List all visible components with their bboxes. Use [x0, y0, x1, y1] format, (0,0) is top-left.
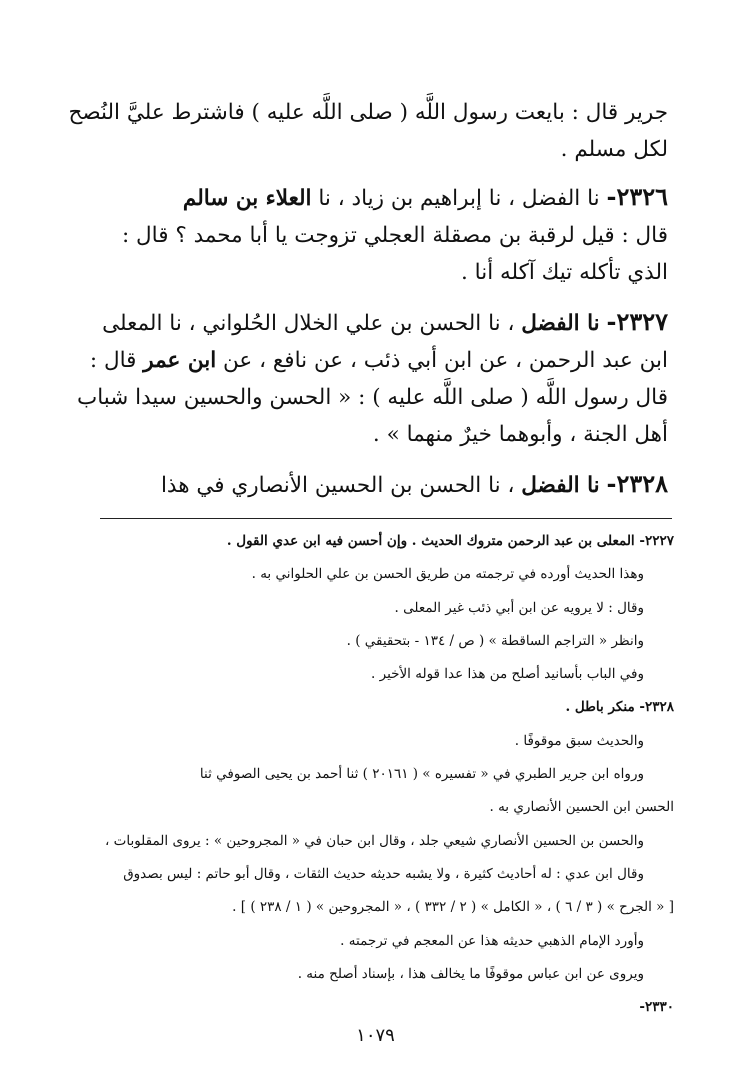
footnotes — [100, 525, 674, 1024]
footnote-line: ويروى عن ابن عباس موقوفًا ما يخالف هذا ، بإسناد أصلح منه . — [297, 965, 644, 982]
footnote-line: وقال ابن عدي : له أحاديث كثيرة ، ولا يشبه حديثه حديث الثقات ، وقال أبو حاتم : ليس بصدوق — [123, 865, 644, 882]
text-line: لكل مسلم . — [560, 137, 668, 162]
text-span: ، نا الحسن بن الحسين الأنصاري في هذا — [160, 473, 515, 498]
footnote-line: وفي الباب بأسانيد أصلح من هذا عدا قوله الأخير . — [371, 666, 644, 683]
text-line — [100, 178, 668, 217]
narrator-name: ابن عمر — [143, 348, 217, 373]
paragraph-continuation — [68, 94, 668, 168]
hadith-2328 — [100, 465, 668, 504]
footnote-line: وقال : لا يرويه عن ابن أبي ذئب غير المعلى . — [394, 599, 644, 616]
footnote-line: والحسن بن الحسين الأنصاري شيعي جلد ، وقال ابن حبان في « المجروحين » : يروى المقلوبات ، — [104, 832, 644, 849]
hadith-number: ٢٣٢٦- — [606, 182, 668, 211]
footnote-line: ٢٣٣٠- — [639, 999, 674, 1016]
hadith-2327 — [76, 303, 668, 453]
text-line: جرير قال : بايعت رسول اللَّه ( صلى اللَّه عليه ) فاشترط عليَّ النُصح — [68, 100, 668, 125]
narrator-name: نا الفضل — [521, 311, 600, 336]
footnote-line: ٢٣٢٨- منكر باطل . — [565, 699, 674, 716]
text-line — [89, 342, 668, 379]
hadith-number: ٢٣٢٨- — [606, 469, 668, 498]
text-line — [100, 465, 668, 504]
hadith-number: ٢٣٢٧- — [606, 307, 668, 336]
text-line: قال رسول اللَّه ( صلى اللَّه عليه ) : « الحسن والحسين سيدا شباب — [76, 385, 668, 410]
hadith-2326 — [100, 178, 668, 291]
text-line: أهل الجنة ، وأبوهما خيرٌ منهما » . — [372, 422, 668, 447]
page-number: ١٠٧٩ — [356, 1025, 395, 1046]
text-span: قال : — [89, 348, 137, 373]
footnote-line: ٢٢٢٧- المعلى بن عبد الرحمن متروك الحديث . وإن أحسن فيه ابن عدي القول . — [226, 533, 674, 549]
narrator-name: العلاء بن سالم — [182, 186, 312, 211]
footnote-line: وأورد الإمام الذهبي حديثه هذا عن المعجم في ترجمته . — [340, 932, 644, 949]
footnote-line: ورواه ابن جرير الطبري في « تفسيره » ( ٢٠١٦١ ) ثنا أحمد بن يحيى الصوفي ثنا — [199, 766, 644, 783]
text-line — [100, 303, 668, 342]
footnote-line: وانظر « التراجم الساقطة » ( ص / ١٣٤ - بتحقيقي ) . — [346, 632, 644, 649]
text-line: قال : قيل لرقبة بن مصقلة العجلي تزوجت يا أبا محمد ؟ قال : — [121, 223, 668, 248]
footnote-line: والحديث سبق موقوفًا . — [514, 732, 644, 749]
footnote-line: وهذا الحديث أورده في ترجمته من طريق الحسن بن علي الحلواني به . — [251, 566, 644, 583]
text-span: ، نا الحسن بن علي الخلال الحُلواني ، نا المعلى — [102, 311, 515, 336]
narrator-name: نا الفضل — [521, 473, 600, 498]
footnote-divider — [100, 518, 672, 519]
text-line: الذي تأكله تيك آكله أنا . — [460, 260, 668, 285]
text-span: ابن عبد الرحمن ، عن ابن أبي ذئب ، عن نافع ، عن — [223, 348, 668, 373]
main-text — [68, 94, 668, 516]
footnote-line: [ « الجرح » ( ٣ / ٦ ) ، « الكامل » ( ٢ / ٣٣٢ ) ، « المجروحين » ( ١ / ٢٣٨ ) ] . — [232, 899, 674, 916]
text-span: نا الفضل ، نا إبراهيم بن زياد ، نا — [318, 186, 600, 211]
footnote-line: الحسن ابن الحسين الأنصاري به . — [489, 799, 674, 816]
